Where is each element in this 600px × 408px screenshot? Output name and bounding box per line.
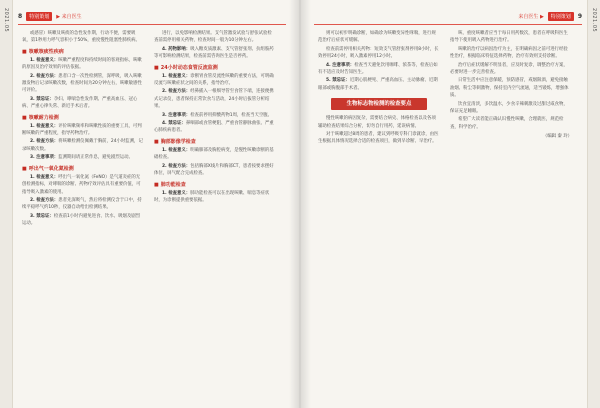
paragraph: 1. 检查意义：肺功能检查可以在出现咳嗽、喘息等症状时，为诊断提供重要依据。	[154, 190, 270, 203]
paragraph: 3. 注意事项：监测期间请正常作息，避免剧烈运动。	[30, 155, 133, 161]
paragraph: 2. 检查方法：包括胸部X线片和胸部CT，患者按要求摆好体位，屏气配合完成检查。	[154, 163, 274, 177]
heading: ■ 24小时动态食管反流监测	[154, 64, 218, 71]
left-column-1	[22, 30, 144, 398]
paragraph: 饮食宜清淡，多饮温水，少食辛辣刺激及过甜过咸食物，保证充足睡眠。	[450, 101, 568, 115]
paragraph: 治疗后症状缓解不明显者，应及时复诊，调整治疗方案，必要时进一步完善检查。	[450, 62, 568, 76]
paragraph: 2. 检查方法：经鼻插入一根细导管至食管下端，连接便携式记录仪，患者保持正常饮食与活动，24小时后拔管分析结果。	[154, 89, 274, 110]
bullet-icon: ■	[154, 138, 159, 145]
paragraph: 或感冒）咳嗽及咳痰的急性发作期，行动不便，需要吸氧，第1秒用力呼气容积小于50%，重度慢性阻塞性肺疾病。	[22, 31, 140, 44]
left-section-tag: 特别策划	[26, 12, 52, 21]
heading: ■ 胸部影像学检查	[154, 138, 196, 145]
heading: ■ 咳嗽耐力检测	[22, 114, 59, 121]
right-header	[518, 10, 582, 22]
paragraph: 对于咳嗽超过8周的患者，建议到呼吸专科门诊就诊，由医生根据具体情况选择合适的检查项目，做到早诊断、早治疗。	[318, 132, 439, 145]
paragraph: 2. 检查方法：将咳嗽检测仪佩戴于胸前，24小时监测，记录咳嗽次数。	[22, 139, 143, 152]
heading: ■ 呼出气一氧化氮检测	[22, 165, 74, 172]
left-header-rule	[18, 24, 286, 25]
right-side-label: 2021.05	[591, 8, 597, 33]
paragraph: 1. 检查意义：咳嗽严重程度和持续时间的客观指标，咳嗽的原因及治疗效果的评估依据。	[22, 57, 142, 71]
paragraph: 4. 药物影响：吸入糖皮质激素、支气管舒张剂、抗组胺药等可影响检测结果，检查前需咨询医生是否停药。	[154, 46, 274, 60]
editor-credit: （编辑 秦 玲）	[542, 134, 572, 140]
paragraph: 1. 检查意义：呼出气一氧化氮（FeNO）是气道炎症的无创检测指标，对哮喘的诊断、药物疗效评估具有重要价值，可指导吸入激素的使用。	[22, 174, 141, 195]
right-section-tag: 特别策划	[548, 12, 574, 21]
right-page-number: 9	[577, 12, 582, 20]
right-section-title: 来自医生 ▶	[518, 13, 544, 20]
bullet-icon: ■	[22, 165, 27, 172]
bullet-icon: ■	[154, 181, 159, 188]
left-header	[18, 10, 82, 22]
paragraph: 日常生活中应注意保暖，预防感冒，戒烟限酒，避免接触油烟、粉尘等刺激物，保持室内空气流通，适当锻炼，增强体质。	[450, 78, 569, 99]
paragraph: 检查前需停用相关药物：短效支气管舒张剂停用8小时，长效停用24小时，吸入激素停用12小时。	[318, 46, 439, 60]
paragraph: 2. 检查方法：患者先深吸气，然后将检测仪含于口中，持续平稳呼气约10秒，仪器自动给出检测结果。	[22, 197, 142, 211]
paragraph: 1. 检查意义：明确肺部及胸腔病变，是慢性咳嗽诊断的基础检查。	[154, 147, 274, 161]
paragraph: 希望广大读者能正确认识慢性咳嗽，合理就医，规范检查，科学治疗。	[450, 117, 564, 130]
paragraph: 4. 注意事项：检查当天避免饮用咖啡、浓茶等，检查后如有不适应及时告知医生。	[318, 62, 438, 76]
paragraph: 3. 禁忌证：检查前1小时内避免进食、饮水、吸烟及剧烈运动。	[22, 213, 141, 227]
section-banner: 生物标志物检测的检查要点	[331, 98, 427, 110]
right-header-rule	[314, 24, 582, 25]
left-page-number: 8	[18, 12, 23, 20]
paragraph: 慢性咳嗽的病因复杂，需要结合病史、体格检查以及各项辅助检查结果综合分析，切勿自行用药，延误病情。	[318, 116, 436, 129]
paragraph: 1. 检查意义：评价咳嗽频率和咳嗽性质的重要工具，可判断咳嗽的严重程度，指导药物治疗。	[22, 123, 142, 137]
left-side-label: 2021.05	[3, 8, 9, 33]
bullet-icon: ■	[22, 114, 27, 121]
bullet-icon: ■	[154, 64, 159, 71]
left-column-2	[154, 30, 276, 398]
right-column-1	[318, 30, 440, 398]
paragraph: 咳嗽的治疗以病因治疗为主，在明确病因之前可进行经验性治疗，根据临床特征选择药物，治疗有效则支持诊断。	[450, 46, 568, 60]
right-page	[300, 0, 600, 408]
paragraph: 3. 注意事项：检查前停用抑酸药物1周，检查当天空腹。	[162, 112, 273, 118]
paragraph: 3. 禁忌证：孕妇、哮喘急性发作期、严重高血压、冠心病、严重心律失常、新近手术后者。	[22, 96, 138, 110]
bullet-icon: ■	[22, 48, 27, 55]
right-side-strip	[587, 0, 600, 408]
paragraph: 2. 检查方法：患者口含一次性检测管，深呼吸，吸入咳嗽激发物后记录咳嗽次数，检查时间为20分钟左右，咳嗽敏感性可评价。	[22, 73, 142, 94]
heading: ■ 咳嗽咳痰性疾病	[22, 48, 64, 55]
paragraph: 则可以初步明确诊断，如确诊为咳嗽变异性哮喘，进行规范治疗后症状可缓解。	[318, 31, 436, 44]
heading: ■ 肺功能检查	[154, 181, 186, 188]
left-section-title: ▶ 来自医生	[56, 13, 82, 20]
paragraph: 1. 检查意义：诊断胃食管反流性咳嗽的重要方法，可明确反流与咳嗽症状之间的关系，指导治疗。	[154, 73, 274, 87]
paragraph: 咳、重度咳嗽者应当于每日用药数次，患者在呼吸科医生指导下使用吸入药物进行治疗。	[450, 31, 568, 44]
right-column-2	[450, 30, 572, 398]
paragraph: 4. 禁忌证：鼻咽部或食管梗阻、严重食管静脉曲张、严重心肺疾病患者。	[154, 121, 274, 134]
paragraph: 5. 禁忌证：近期心肌梗死、严重高血压、主动脉瘤、近期眼部或胸腹部手术者。	[318, 78, 438, 91]
left-side-strip	[0, 0, 13, 408]
paragraph: 进行，以免影响检测结果。支气管激发试验与舒张试验检查前需停用相关药物，检查时间一般为10分钟左右。	[154, 31, 272, 44]
